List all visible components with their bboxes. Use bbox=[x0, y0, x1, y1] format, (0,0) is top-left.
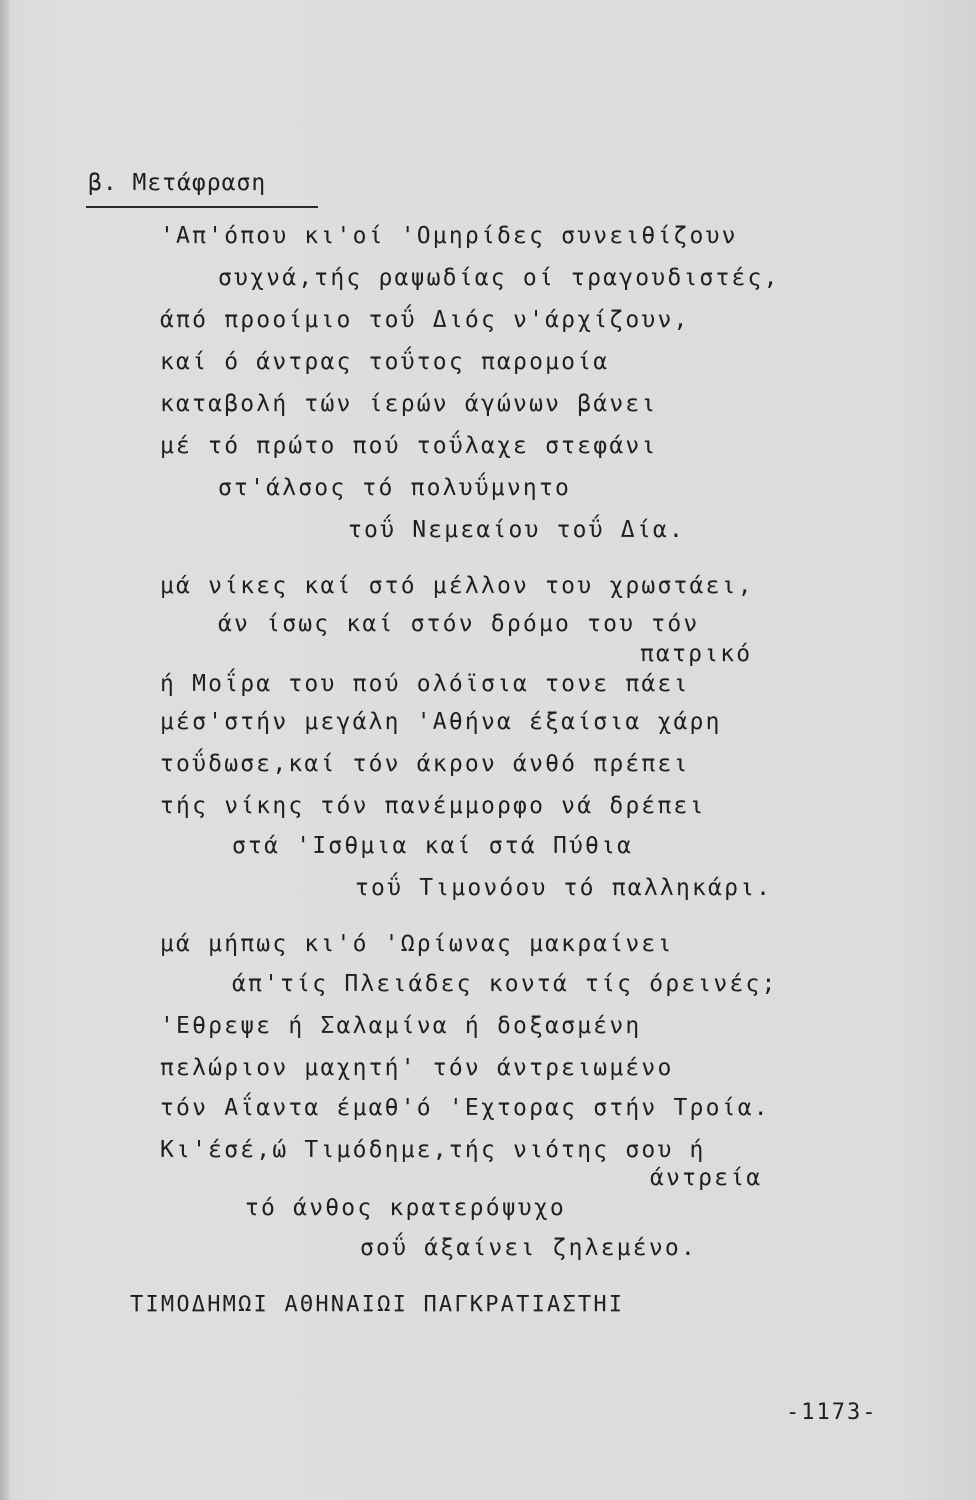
poem-line: μά νίκες καί στό μέλλον του χρωστάει, bbox=[160, 573, 754, 599]
poem-line: μέ τό πρώτο πού τοΰλαχε στεφάνι bbox=[160, 433, 658, 459]
poem-line: Κι'έσέ,ώ Τιμόδημε,τής νιότης σου ή bbox=[160, 1137, 706, 1163]
poem-line: καταβολή τών ίερών άγώνων βάνει bbox=[160, 391, 658, 417]
poem-line: στ'άλσος τό πολυΰμνητο bbox=[218, 475, 572, 501]
poem-line: τοΰ Τιμονόου τό παλληκάρι. bbox=[355, 875, 773, 901]
poem-line: άπό προοίμιο τοΰ Διός ν'άρχίζουν, bbox=[160, 307, 690, 333]
section-heading: β. Μετάφραση bbox=[88, 170, 267, 196]
poem-line: μά μήπως κι'ό 'Ωρίωνας μακραίνει bbox=[160, 931, 674, 957]
poem-line: συχνά,τής ραψωδίας οί τραγουδιστές, bbox=[218, 265, 780, 291]
poem-line: τοΰ Νεμεαίου τοΰ Δία. bbox=[348, 517, 685, 543]
dedication-title: ΤΙΜΟΔΗΜΩΙ ΑΘΗΝΑΙΩΙ ΠΑΓΚΡΑΤΙΑΣΤΗΙ bbox=[130, 1292, 625, 1317]
poem-line: μέσ'στήν μεγάλη 'Αθήνα έξαίσια χάρη bbox=[160, 709, 722, 735]
poem-line: 'Απ'όπου κι'οί 'Ομηρίδες συνειθίζουν bbox=[160, 223, 738, 249]
poem-line: άντρεία bbox=[650, 1165, 763, 1191]
poem-line: τόν Αΐαντα έμαθ'ό 'Εχτορας στήν Τροία. bbox=[160, 1095, 770, 1121]
poem-line: σοΰ άξαίνει ζηλεμένο. bbox=[360, 1235, 697, 1261]
poem-line: άπ'τίς Πλειάδες κοντά τίς όρεινές; bbox=[232, 971, 778, 997]
poem-line: 'Εθρεψε ή Σαλαμίνα ή δοξασμένη bbox=[160, 1013, 642, 1039]
poem-line: πατρικό bbox=[640, 641, 753, 667]
poem-line: τοΰδωσε,καί τόν άκρον άνθό πρέπει bbox=[160, 751, 690, 777]
binding-edge bbox=[0, 0, 9, 1500]
poem-line: στά 'Ισθμια καί στά Πύθια bbox=[232, 833, 634, 859]
poem-line: άν ίσως καί στόν δρόμο του τόν bbox=[218, 611, 700, 637]
poem-line: τής νίκης τόν πανέμμορφο νά δρέπει bbox=[160, 793, 706, 819]
poem-line: ή Μοΐρα του πού ολόϊσια τονε πάει bbox=[160, 671, 690, 697]
page-number: -1173- bbox=[786, 1400, 878, 1425]
heading-underline bbox=[86, 206, 318, 208]
poem-line: πελώριον μαχητή' τόν άντρειωμένο bbox=[160, 1055, 674, 1081]
poem-line: καί ό άντρας τοΰτος παρομοία bbox=[160, 349, 610, 375]
poem-line: τό άνθος κρατερόψυχο bbox=[245, 1195, 566, 1221]
